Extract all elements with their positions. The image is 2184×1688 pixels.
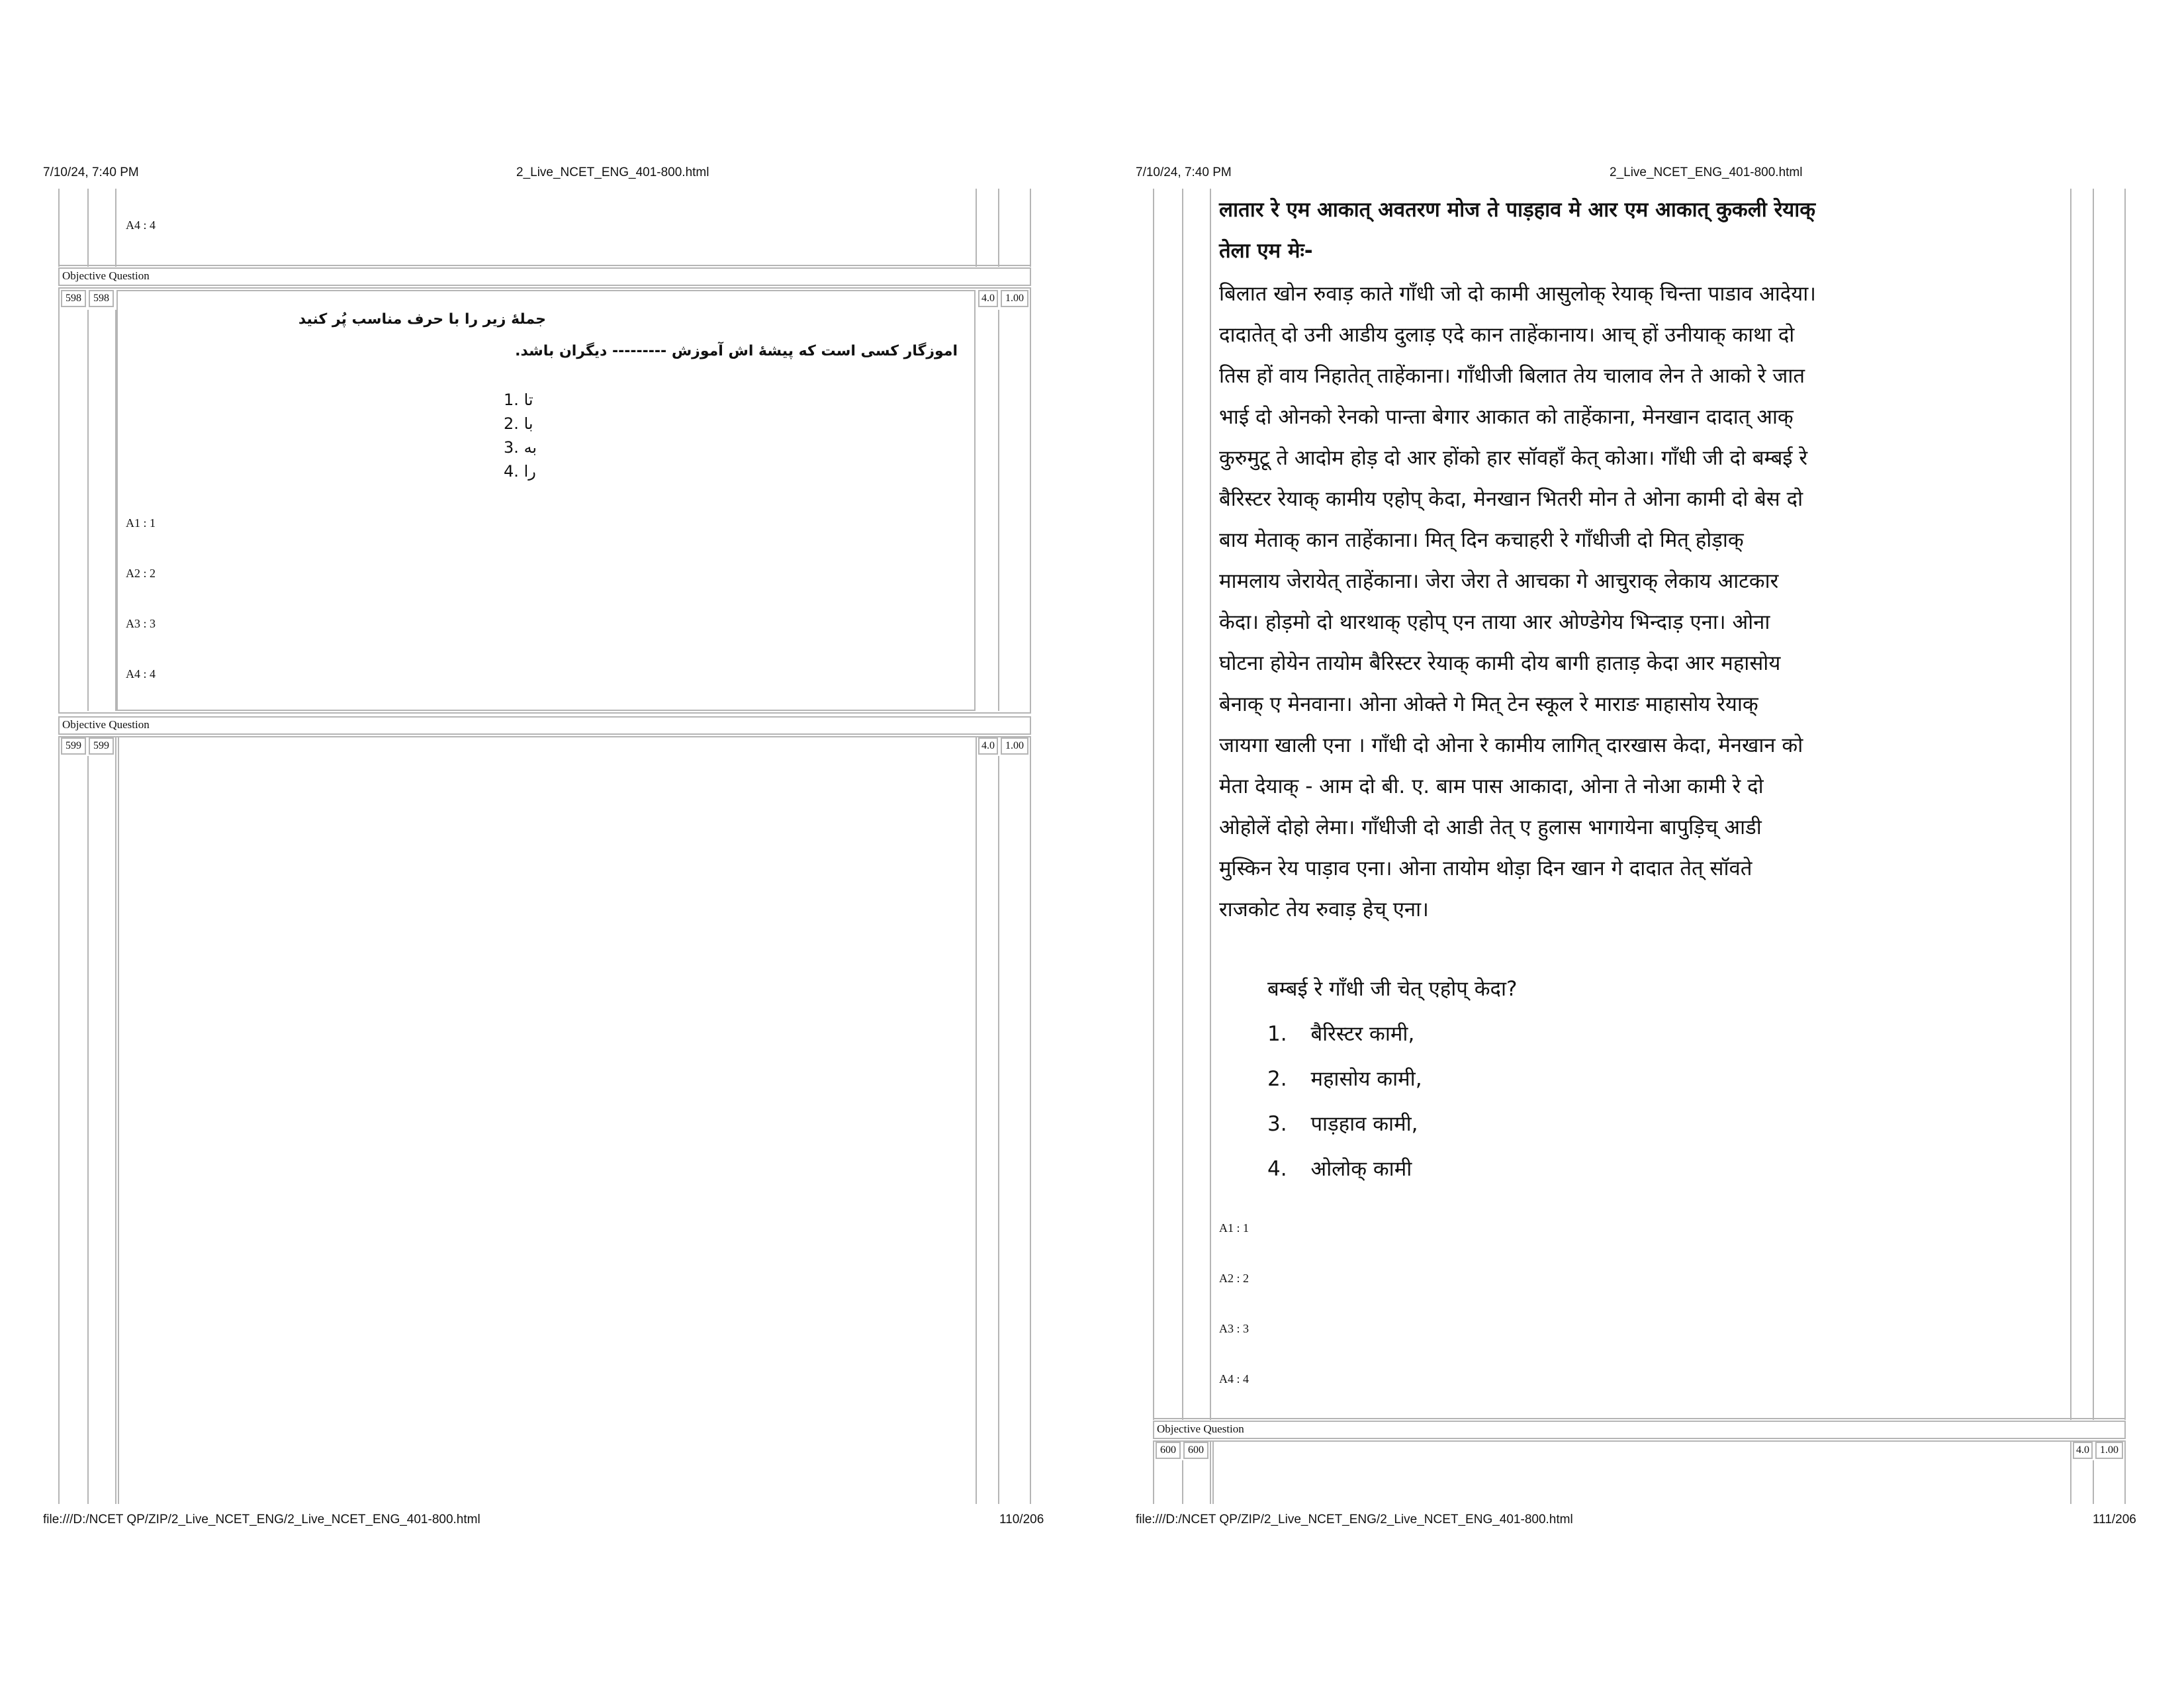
table-rule — [2093, 1460, 2094, 1504]
option-4 — [1267, 1154, 1412, 1182]
table-rule — [58, 189, 60, 267]
passage-instruction: लातार रे एम आकात् अवतरण मोज ते पाड़हाव मे आर एम आकात् कुकली रेयाक् — [1219, 198, 1816, 222]
option-number: .1 — [504, 391, 519, 409]
section-label: Objective Question — [62, 718, 150, 731]
header-title: 2_Live_NCET_ENG_401-800.html — [1610, 165, 1803, 179]
option-number: .4 — [504, 462, 519, 481]
passage-line: मुस्किन रेय पाड़ाव एना। ओना तायोम थोड़ा दिन खान गे दादात तेत् सॉवते — [1219, 857, 1752, 880]
table-rule — [87, 189, 89, 267]
question-number: 598 — [89, 290, 114, 307]
marks-cell: 4.0 — [978, 290, 998, 307]
table-rule — [1182, 189, 1183, 1420]
table-rule — [2093, 189, 2094, 1420]
section-label: Objective Question — [1157, 1423, 1244, 1435]
question-text: جملهٔ زیر را با حرف مناسب پُر کنید — [298, 311, 546, 328]
passage-line: जायगा खाली एना । गाँधी दो ओना रे कामीय लागित् दारखास केदा, मेनखान को — [1219, 733, 1803, 757]
passage-line: कुरुमुटू ते आदोम होड़ दो आर होंको हार सॉवहाँ केत् कोआ। गाँधी जी दो बम्बई रे — [1219, 446, 1808, 470]
passage-line: घोटना होयेन तायोम बैरिस्टर रेयाक् कामी दोय बागी हाताड़ केदा आर महासोय — [1219, 651, 1781, 675]
table-rule — [1030, 736, 1031, 1504]
passage-line: केदा। होड़मो दो थारथाक् एहोप् एन ताया आर ओण्डेगेय भिन्दाड़ एना। ओना — [1219, 610, 1770, 634]
table-rule — [58, 736, 1031, 737]
table-rule — [2124, 1440, 2126, 1504]
question-number: 599 — [61, 737, 86, 755]
passage-line: बेनाक् ए मेनवाना। ओना ओक्ते गे मित् टेन स्कूल रे माराङ माहासोय रेयाक् — [1219, 692, 1758, 716]
table-rule — [2124, 189, 2126, 1420]
footer-path: file:///D:/NCET QP/ZIP/2_Live_NCET_ENG/2_Live_NCET_ENG_401-800.html — [1136, 1513, 1573, 1526]
table-rule — [976, 189, 977, 267]
option-text: पाड़हाव कामी, — [1310, 1112, 1418, 1136]
table-rule — [87, 756, 89, 1504]
option-text: را — [523, 462, 536, 481]
footer-path: file:///D:/NCET QP/ZIP/2_Live_NCET_ENG/2_Live_NCET_ENG_401-800.html — [43, 1513, 480, 1526]
section-label-box — [58, 267, 1031, 286]
answer-option: A2 : 2 — [126, 567, 156, 580]
section-label-box — [1153, 1421, 2126, 1439]
answer-option: A4 : 4 — [1219, 1372, 1249, 1385]
marks-cell: 4.0 — [2073, 1442, 2093, 1459]
option-3 — [1267, 1109, 1418, 1137]
option-number: 3. — [1267, 1112, 1287, 1136]
option-text: ओलोक् कामी — [1310, 1157, 1412, 1181]
option-2 — [1267, 1064, 1422, 1092]
negative-marks-cell: 1.00 — [1001, 290, 1028, 307]
option-3 — [480, 438, 537, 457]
passage-line: बिलात खोन रुवाड़ काते गाँधी जो दो कामी आसुलोक् रेयाक् चिन्ता पाडाव आदेया। — [1219, 282, 1817, 306]
table-rule — [1153, 1440, 1154, 1504]
passage-instruction: तेला एम मेः- — [1219, 239, 1313, 263]
option-number: .3 — [504, 438, 519, 457]
question-number: 598 — [61, 290, 86, 307]
answer-option: A1 : 1 — [126, 516, 156, 530]
table-rule — [998, 756, 999, 1504]
table-rule — [58, 265, 1031, 266]
table-rule — [1030, 189, 1031, 267]
option-4 — [480, 462, 536, 481]
table-rule — [115, 736, 116, 1504]
question-text: बम्बई रे गाँधी जी चेत् एहोप् केदा? — [1267, 977, 1518, 1001]
right-page — [1092, 0, 2184, 1688]
passage-line: राजकोट तेय रुवाड़ हेच् एना। — [1219, 898, 1429, 921]
option-text: با — [523, 414, 533, 433]
section-label: Objective Question — [62, 269, 150, 282]
marks-cell: 4.0 — [978, 737, 998, 755]
table-rule — [2070, 1440, 2071, 1504]
option-number: .2 — [504, 414, 519, 433]
answer-option: A4 : 4 — [126, 218, 156, 232]
table-rule — [87, 310, 89, 711]
table-rule — [118, 736, 119, 1504]
table-rule — [1153, 1440, 2126, 1442]
question-number: 600 — [1156, 1442, 1181, 1459]
table-rule — [1182, 1460, 1183, 1504]
header-title: 2_Live_NCET_ENG_401-800.html — [516, 165, 709, 179]
table-rule — [115, 189, 116, 267]
header-date: 7/10/24, 7:40 PM — [43, 165, 139, 179]
passage-line: ओहोलें दोहो लेमा। गाँधीजी दो आडी तेत् ए हुलास भागायेना बापुड़िच् आडी — [1219, 816, 1762, 839]
passage-line: भाई दो ओनको रेनको पान्ता बेगार आकात को ताहेंकाना, मेनखान दादात् आक् — [1219, 405, 1794, 429]
table-rule — [1210, 189, 1211, 1420]
answer-option: A2 : 2 — [1219, 1272, 1249, 1285]
passage-line: बाय मेताक् कान ताहेंकाना। मित् दिन कचाहरी रे गाँधीजी दो मित् होड़ाक् — [1219, 528, 1744, 552]
section-label-box — [58, 716, 1031, 735]
table-rule — [998, 310, 999, 711]
question-number: 600 — [1183, 1442, 1208, 1459]
passage-line: बैरिस्टर रेयाक् कामीय एहोप् केदा, मेनखान भितरी मोन ते ओना कामी दो बेस दो — [1219, 487, 1803, 511]
table-rule — [1210, 1440, 1211, 1504]
option-text: به — [523, 438, 537, 457]
option-1 — [480, 391, 533, 409]
option-1 — [1267, 1019, 1414, 1047]
table-rule — [976, 736, 977, 1504]
answer-option: A3 : 3 — [126, 617, 156, 630]
header-date: 7/10/24, 7:40 PM — [1136, 165, 1232, 179]
question-text: اموزگار کسی است که پیشهٔ اش آموزش --------- دیگران باشد. — [515, 343, 958, 359]
passage-line: मामलाय जेरायेत् ताहेंकाना। जेरा जेरा ते आचका गे आचुराक् लेकाय आटकार — [1219, 569, 1779, 593]
table-rule — [998, 189, 999, 267]
table-rule — [1153, 189, 1154, 1420]
negative-marks-cell: 1.00 — [1001, 737, 1028, 755]
table-rule — [58, 736, 60, 1504]
option-number: 4. — [1267, 1157, 1287, 1181]
option-number: 1. — [1267, 1022, 1287, 1046]
footer-page-number: 111/206 — [2093, 1513, 2136, 1526]
table-rule — [1153, 1418, 2126, 1419]
option-2 — [480, 414, 533, 433]
answer-option: A4 : 4 — [126, 667, 156, 680]
footer-page-number: 110/206 — [999, 1513, 1044, 1526]
table-rule — [1212, 1440, 1214, 1504]
table-rule — [2070, 189, 2071, 1420]
negative-marks-cell: 1.00 — [2095, 1442, 2123, 1459]
option-number: 2. — [1267, 1067, 1287, 1091]
answer-option: A1 : 1 — [1219, 1221, 1249, 1235]
option-text: महासोय कामी, — [1310, 1067, 1422, 1091]
passage-line: तिस हों वाय निहातेत् ताहेंकाना। गाँधीजी बिलात तेय चालाव लेन ते आको रे जात — [1219, 364, 1805, 388]
option-text: बैरिस्टर कामी, — [1310, 1022, 1415, 1046]
option-text: تا — [523, 391, 533, 409]
question-number: 599 — [89, 737, 114, 755]
passage-line: दादातेत् दो उनी आडीय दुलाड़ एदे कान ताहेंकानाय। आच् हों उनीयाक् काथा दो — [1219, 323, 1795, 347]
answer-option: A3 : 3 — [1219, 1322, 1249, 1335]
passage-line: मेता देयाक् - आम दो बी. ए. बाम पास आकादा, ओना ते नोआ कामी रे दो — [1219, 774, 1764, 798]
